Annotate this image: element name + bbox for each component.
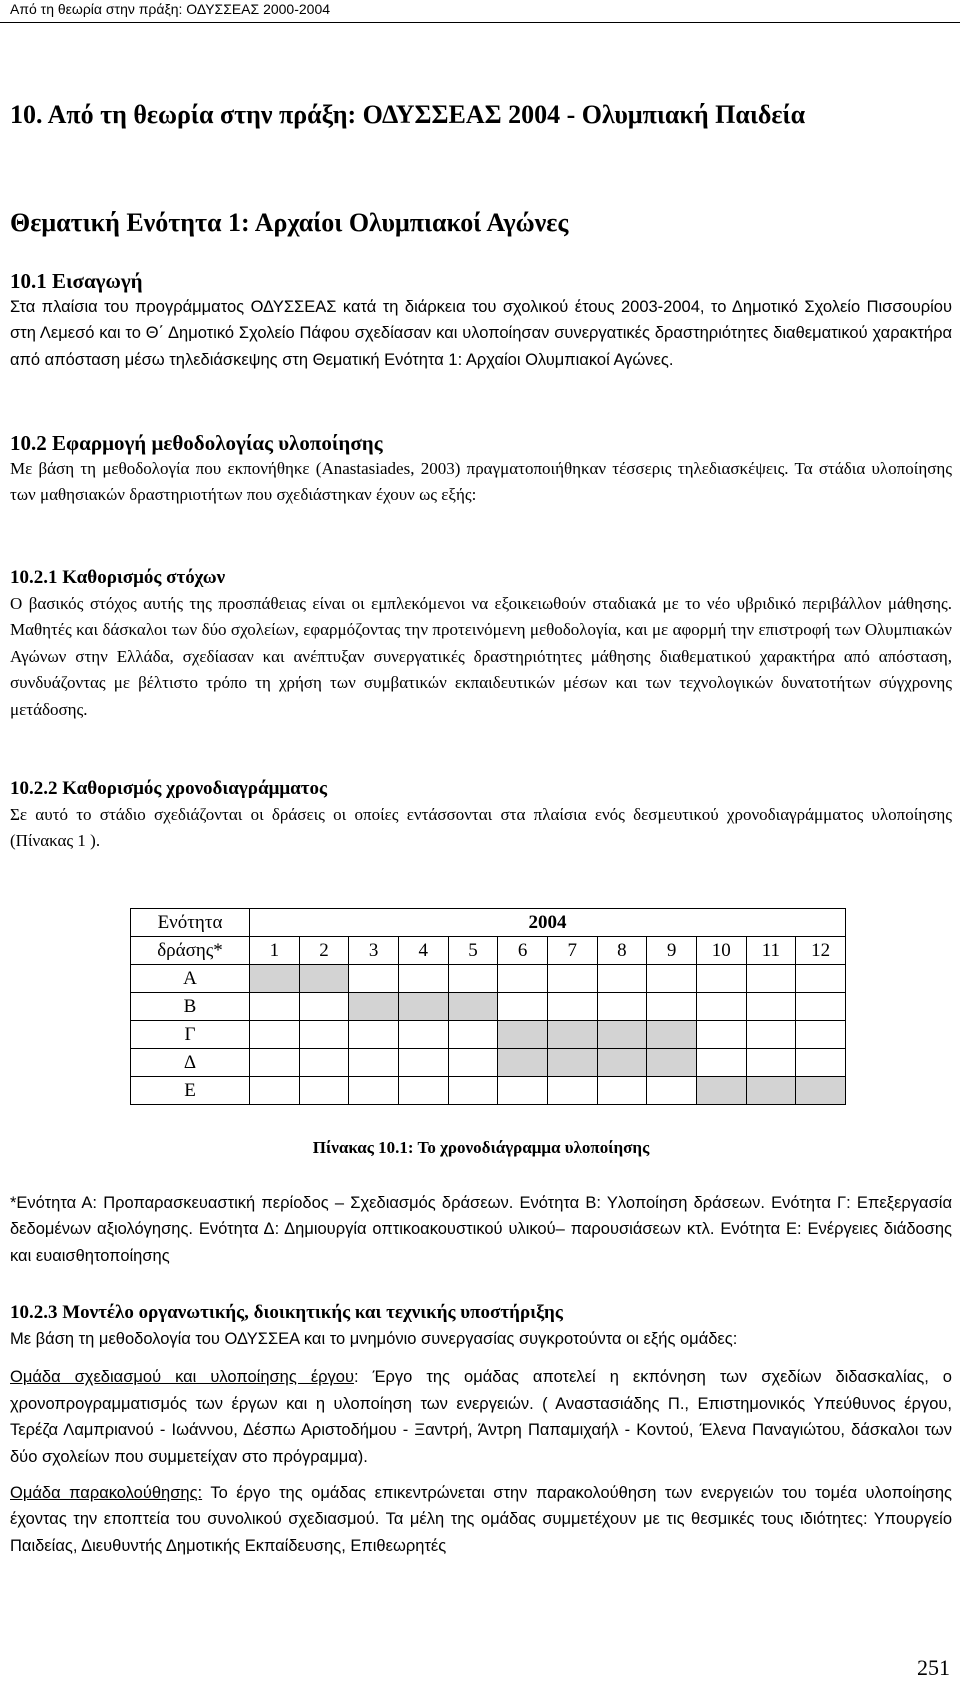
schedule-cell [448, 965, 498, 993]
unit-title: Θεματική Ενότητα 1: Αρχαίοι Ολυμπιακοί Αγώνες [10, 208, 569, 237]
schedule-cell-active [349, 993, 399, 1021]
schedule-cell-active [299, 965, 349, 993]
schedule-cell [398, 1021, 448, 1049]
schedule-cell [349, 1021, 399, 1049]
schedule-cell [299, 1077, 349, 1105]
group-design-paragraph [10, 1364, 952, 1470]
schedule-cell [349, 1049, 399, 1077]
schedule-cell-active [448, 993, 498, 1021]
schedule-cell [349, 965, 399, 993]
schedule-cell [448, 1049, 498, 1077]
schedule-cell [498, 993, 548, 1021]
month-header: 3 [349, 937, 399, 965]
table-header-row-1 [131, 909, 846, 937]
group-design-label: Ομάδα σχεδιασμού και υλοποίησης έργου [10, 1368, 355, 1387]
running-header: Από τη θεωρία στην πράξη: ΟΔΥΣΣΕΑΣ 2000-2004 [10, 1, 331, 17]
header-label-line1: Ενότητα [131, 909, 250, 937]
schedule-cell [547, 965, 597, 993]
month-header: 8 [597, 937, 647, 965]
schedule-cell-active [647, 1021, 697, 1049]
row-label: Α [131, 965, 250, 993]
month-header: 5 [448, 937, 498, 965]
table-row [131, 1049, 846, 1077]
footnote [10, 1190, 952, 1269]
section-body: Ο βασικός στόχος αυτής της προσπάθειας είναι οι εμπλεκόμενοι να εξοικειωθούν σταδιακά με το νέο υβριδικό περιβάλλον μάθησης. Μαθητές και δάσκαλοι των δύο σχολείων, εφαρμόζοντας την προτεινόμενη μεθοδολογία, και με αφορμή την επιστροφή των Ολυμπιακών Αγώνων στην Ελλάδα, σχεδίασαν και ανέπτυξαν συνεργατικές δραστηριότητες μάθησης διαθεματικού χαρακτήρα από απόσταση, συνδυάζοντας με βέλτιστο τρόπο τη χρήση των συμβατικών εκπαιδευτικών μέσων και των τεχνολογικών δυνατοτήτων σύγχρονης μετάδοσης. [10, 594, 952, 719]
schedule-cell [250, 993, 300, 1021]
schedule-cell [746, 1049, 796, 1077]
schedule-cell [796, 1049, 846, 1077]
schedule-cell [398, 1049, 448, 1077]
schedule-cell [647, 993, 697, 1021]
row-label: Ε [131, 1077, 250, 1105]
schedule-cell [796, 965, 846, 993]
schedule-cell [696, 1049, 746, 1077]
schedule-cell [349, 1077, 399, 1105]
schedule-cell-active [746, 1077, 796, 1105]
section-body: Στα πλαίσια του προγράμματος ΟΔΥΣΣΕΑΣ κατά τη διάρκεια του σχολικού έτους 2003-2004, το Δημοτικό Σχολείο Πισσουρίου στη Λεμεσό και το Θ΄ Δημοτικό Σχολείο Πάφου σχεδίασαν και υλοποίησαν συνεργατικές δραστηριότητες διαθεματικού χαρακτήρα από απόσταση μέσω τηλεδιάσκεψης στη Θεματική Ενότητα 1: Αρχαίοι Ολυμπιακοί Αγώνες. [10, 298, 952, 369]
section-10-1 [10, 268, 952, 373]
table-row [131, 993, 846, 1021]
schedule-cell [547, 993, 597, 1021]
footnote-text: *Ενότητα Α: Προπαρασκευαστική περίοδος – Σχεδιασμός δράσεων. Ενότητα Β: Υλοποίηση δράσεων. Ενότητα Γ: Επεξεργασία δεδομένων αξιολόγησης. Ενότητα Δ: Δημιουργία οπτικοακουστικού υλικού– παρουσιάσεων κτλ. Ενότητα Ε: Ενέργειες διάδοσης και ευαισθητοποίησης [10, 1194, 952, 1265]
schedule-cell [448, 1077, 498, 1105]
section-10-2-2 [10, 776, 952, 855]
schedule-cell [796, 993, 846, 1021]
schedule-cell [696, 965, 746, 993]
group-monitoring-paragraph [10, 1480, 952, 1559]
section-10-2 [10, 430, 952, 509]
schedule-cell [696, 1021, 746, 1049]
schedule-cell [448, 1021, 498, 1049]
table-row [131, 1077, 846, 1105]
section-heading: 10.2 Εφαρμογή μεθοδολογίας υλοποίησης [10, 431, 383, 455]
row-label: Δ [131, 1049, 250, 1077]
month-header: 4 [398, 937, 448, 965]
month-header: 7 [547, 937, 597, 965]
chapter-title: 10. Από τη θεωρία στην πράξη: ΟΔΥΣΣΕΑΣ 2004 - Ολυμπιακή Παιδεία [10, 100, 806, 129]
schedule-cell [299, 1021, 349, 1049]
schedule-table [130, 908, 846, 1105]
schedule-cell-active [647, 1049, 697, 1077]
schedule-cell [647, 1077, 697, 1105]
schedule-cell-active [796, 1077, 846, 1105]
schedule-cell [746, 993, 796, 1021]
section-10-2-1 [10, 565, 952, 723]
month-header: 10 [696, 937, 746, 965]
section-heading: 10.1 Εισαγωγή [10, 269, 143, 293]
schedule-cell [250, 1077, 300, 1105]
page-number: 251 [917, 1655, 950, 1680]
schedule-cell-active [696, 1077, 746, 1105]
schedule-cell-active [498, 1021, 548, 1049]
schedule-cell [597, 965, 647, 993]
schedule-cell [746, 1021, 796, 1049]
month-header: 11 [746, 937, 796, 965]
schedule-cell [398, 965, 448, 993]
header-rule [0, 22, 960, 23]
section-heading: 10.2.3 Μοντέλο οργανωτικής, διοικητικής και τεχνικής υποστήριξης [10, 1302, 563, 1323]
section-10-2-3 [10, 1300, 952, 1559]
month-header: 1 [250, 937, 300, 965]
schedule-cell [696, 993, 746, 1021]
schedule-cell [299, 993, 349, 1021]
schedule-cell-active [498, 1049, 548, 1077]
schedule-cell-active [398, 993, 448, 1021]
header-label-line2: δράσης* [131, 937, 250, 965]
schedule-cell [746, 965, 796, 993]
schedule-cell [597, 993, 647, 1021]
group-monitoring-label: Ομάδα παρακολούθησης: [10, 1484, 203, 1503]
schedule-cell-active [547, 1021, 597, 1049]
section-body: Σε αυτό το στάδιο σχεδιάζονται οι δράσεις οι οποίες εντάσσονται στα πλαίσια ενός δεσμευτικού χρονοδιαγράμματος υλοποίησης (Πίνακας 1 ). [10, 805, 952, 851]
year-header: 2004 [250, 909, 846, 937]
schedule-cell [250, 1049, 300, 1077]
section-body: Με βάση τη μεθοδολογία του ΟΔΥΣΣΕΑ και το μνημόνιο συνεργασίας συγκροτούντα οι εξής ομάδες: [10, 1330, 738, 1348]
schedule-cell [398, 1077, 448, 1105]
schedule-cell-active [597, 1021, 647, 1049]
section-heading: 10.2.2 Καθορισμός χρονοδιαγράμματος [10, 778, 327, 799]
month-header: 6 [498, 937, 548, 965]
row-label: Β [131, 993, 250, 1021]
month-header: 2 [299, 937, 349, 965]
schedule-cell [547, 1077, 597, 1105]
month-header: 12 [796, 937, 846, 965]
section-heading: 10.2.1 Καθορισμός στόχων [10, 567, 226, 588]
schedule-cell [498, 1077, 548, 1105]
schedule-cell [498, 965, 548, 993]
row-label: Γ [131, 1021, 250, 1049]
schedule-cell-active [547, 1049, 597, 1077]
table-row [131, 965, 846, 993]
schedule-cell [299, 1049, 349, 1077]
table-row [131, 1021, 846, 1049]
table-caption: Πίνακας 10.1: Το χρονοδιάγραμμα υλοποίησης [312, 1138, 650, 1157]
section-body: Με βάση τη μεθοδολογία που εκπονήθηκε (Anastasiades, 2003) πραγματοποιήθηκαν τέσσερις τηλεδιασκέψεις. Τα στάδια υλοποίησης των μαθησιακών δραστηριοτήτων που σχεδιάστηκαν έχουν ως εξής: [10, 459, 952, 505]
month-header: 9 [647, 937, 697, 965]
schedule-cell [647, 965, 697, 993]
schedule-cell-active [250, 965, 300, 993]
schedule-cell-active [597, 1049, 647, 1077]
schedule-cell [796, 1021, 846, 1049]
schedule-cell [597, 1077, 647, 1105]
table-header-row-2 [131, 937, 846, 965]
group-monitoring-text: Το έργο της ομάδας επικεντρώνεται στην παρακολούθηση των ενεργειών του τομέα υλοποίησης έχοντας την εποπτεία του συνολικού σχεδιασμού. Τα μέλη της ομάδας συμμετέχουν με τις θεσμικές τους ιδιότητες: Υπουργείο Παιδείας, Διευθυντής Δημοτικής Εκπαίδευσης, Επιθεωρητές [10, 1484, 952, 1555]
group-design-text: : Έργο της ομάδας αποτελεί η εκπόνηση των σχεδίων διδασκαλίας, ο χρονοπρογραμματισμός των έργων και η υλοποίηση των ενεργειών. ( Αναστασιάδης Π., Επιστημονικός Υπεύθυνος έργου, Τερέζα Λαμπριανού - Ιωάννου, Δέσπω Αριστοδήμου - Ξαντρή, Άντρη Παπαμιχαήλ - Κοντού, Έλενα Παναγιώτου, δάσκαλοι των δύο σχολείων που συμμετείχαν στο πρόγραμμα). [10, 1368, 952, 1466]
schedule-cell [250, 1021, 300, 1049]
